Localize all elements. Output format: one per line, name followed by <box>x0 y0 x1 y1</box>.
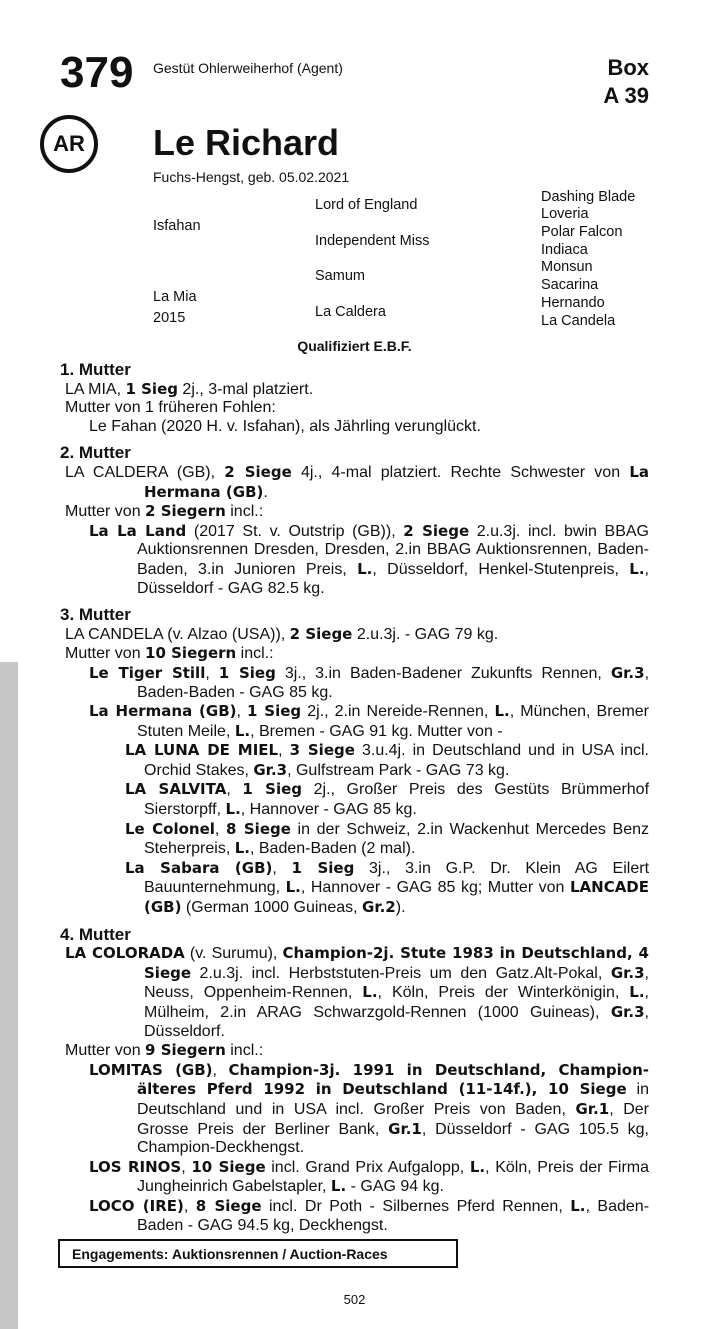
family-section <box>60 361 649 1235</box>
ped-dam-sire: Samum <box>315 268 365 284</box>
horse-info: Fuchs-Hengst, geb. 05.02.2021 <box>153 169 350 185</box>
page-number: 502 <box>343 1292 366 1307</box>
produce-sub-entry: La Sabara (GB), 1 Sieg 3j., 3.in G.P. Dr. Klein AG Eilert Bauunternehmung, L., Hannover - GAG 85 kg; Mutter von LANCADE (GB) (German 1000 Guineas, Gr.2). <box>125 858 650 917</box>
ped-gen3-3: Polar Falcon <box>541 224 623 240</box>
produce-entry: LOMITAS (GB), Champion-3j. 1991 in Deutschland, Champion-älteres Pferd 1992 in Deutschland (11-14f.), 10 Siege in Deutschland und in USA incl. Großer Preis von Baden, Gr.1, Der Grosse Preis der Berliner Bank, Gr.1, Düsseldorf - GAG 105.5 kg, Champion-Deckhengst. <box>89 1060 649 1157</box>
section-title-3: 3. Mutter <box>60 605 131 625</box>
produce-entry: Le Fahan (2020 H. v. Isfahan), als Jährling verunglückt. <box>89 417 481 435</box>
section-title-4: 4. Mutter <box>60 924 131 944</box>
ped-dam: La Mia <box>153 289 197 305</box>
ped-dam-dam: La Caldera <box>315 304 386 320</box>
engagements-box: Engagements: Auktionsrennen / Auction-Races <box>58 1239 458 1268</box>
ped-gen3-1: Dashing Blade <box>541 189 636 205</box>
ar-badge: AR <box>40 115 98 173</box>
qualified-note: Qualifiziert E.B.F. <box>297 338 412 354</box>
produce-line: Mutter von 1 früheren Fohlen: <box>65 399 276 417</box>
ped-sire-sire: Lord of England <box>315 197 418 213</box>
produce-line: Mutter von 10 Siegern incl.: <box>65 644 274 663</box>
side-tab-bar <box>0 662 18 1329</box>
horse-name: Le Richard <box>153 122 340 163</box>
produce-entry: LOCO (IRE), 8 Siege incl. Dr Poth - Silbernes Pferd Rennen, L., Baden-Baden - GAG 94.5 kg, Deckhengst. <box>89 1196 650 1234</box>
ped-gen3-5: Monsun <box>541 259 593 275</box>
ped-gen3-4: Indiaca <box>541 242 588 258</box>
produce-entry: Le Tiger Still, 1 Sieg 3j., 3.in Baden-Badener Zukunfts Rennen, Gr.3, Baden-Baden - GAG 85 kg. <box>89 663 650 701</box>
ped-gen3-8: La Candela <box>541 313 616 329</box>
produce-line: Mutter von 2 Siegern incl.: <box>65 502 264 521</box>
dam-line: LA CALDERA (GB), 2 Siege 4j., 4-mal platziert. Rechte Schwester von La Hermana (GB). <box>65 462 650 501</box>
produce-sub-entry: LA LUNA DE MIEL, 3 Siege 3.u.4j. in Deutschland und in USA incl. Orchid Stakes, Gr.3, Gulfstream Park - GAG 73 kg. <box>125 741 649 779</box>
ped-dam-year: 2015 <box>153 310 186 326</box>
produce-sub-entry: Le Colonel, 8 Siege in der Schweiz, 2.in Wackenhut Mercedes Benz Steherpreis, L., Baden-Baden (2 mal). <box>125 819 649 858</box>
ped-gen3-2: Loveria <box>541 206 589 222</box>
ped-gen3-7: Hernando <box>541 295 605 311</box>
ped-gen3-6: Sacarina <box>541 277 599 293</box>
box-word: Box <box>607 55 649 80</box>
produce-line: Mutter von 9 Siegern incl.: <box>65 1041 264 1060</box>
produce-sub-entry: LA SALVITA, 1 Sieg 2j., Großer Preis des Gestüts Brümmerhof Sierstorpff, L., Hannover - GAG 85 kg. <box>125 780 650 819</box>
box-number: A 39 <box>603 83 649 108</box>
ped-sire: Isfahan <box>153 218 201 234</box>
box-label <box>603 54 649 110</box>
consignor: Gestüt Ohlerweiherhof (Agent) <box>153 60 343 76</box>
dam-line: LA COLORADA (v. Surumu), Champion-2j. Stute 1983 in Deutschland, 4 Siege 2.u.3j. incl. Herbststuten-Preis um den Gatz.Alt-Pokal, Gr.3, Neuss, Oppenheim-Rennen, L., Köln, Preis der Winterkönigin, L., Mülheim, 2.in ARAG Schwarzgold-Rennen (1000 Guineas), Gr.3, Düsseldorf. <box>65 944 649 1040</box>
dam-line: LA CANDELA (v. Alzao (USA)), 2 Siege 2.u.3j. - GAG 79 kg. <box>65 624 499 643</box>
lot-number: 379 <box>60 48 134 97</box>
produce-entry: LOS RINOS, 10 Siege incl. Grand Prix Aufgalopp, L., Köln, Preis der Firma Jungheinrich Gabelstapler, L. - GAG 94 kg. <box>89 1157 650 1196</box>
produce-entry: La La Land (2017 St. v. Outstrip (GB)), 2 Siege 2.u.3j. incl. bwin BBAG Auktionsrennen Dresden, Dresden, 2.in BBAG Auktionsrennen, Baden-Baden, 3.in Junioren Preis, L., Düsseldorf, Henkel-Stutenpreis, L., Düsseldorf - GAG 82.5 kg. <box>89 521 649 597</box>
section-title-2: 2. Mutter <box>60 443 131 463</box>
section-title-1: 1. Mutter <box>60 360 131 379</box>
dam-line: LA MIA, 1 Sieg 2j., 3-mal platziert. <box>65 379 314 398</box>
ped-sire-dam: Independent Miss <box>315 233 430 249</box>
produce-entry: La Hermana (GB), 1 Sieg 2j., 2.in Nereide-Rennen, L., München, Bremer Stuten Meile, L., Bremen - GAG 91 kg. Mutter von - <box>89 702 650 740</box>
